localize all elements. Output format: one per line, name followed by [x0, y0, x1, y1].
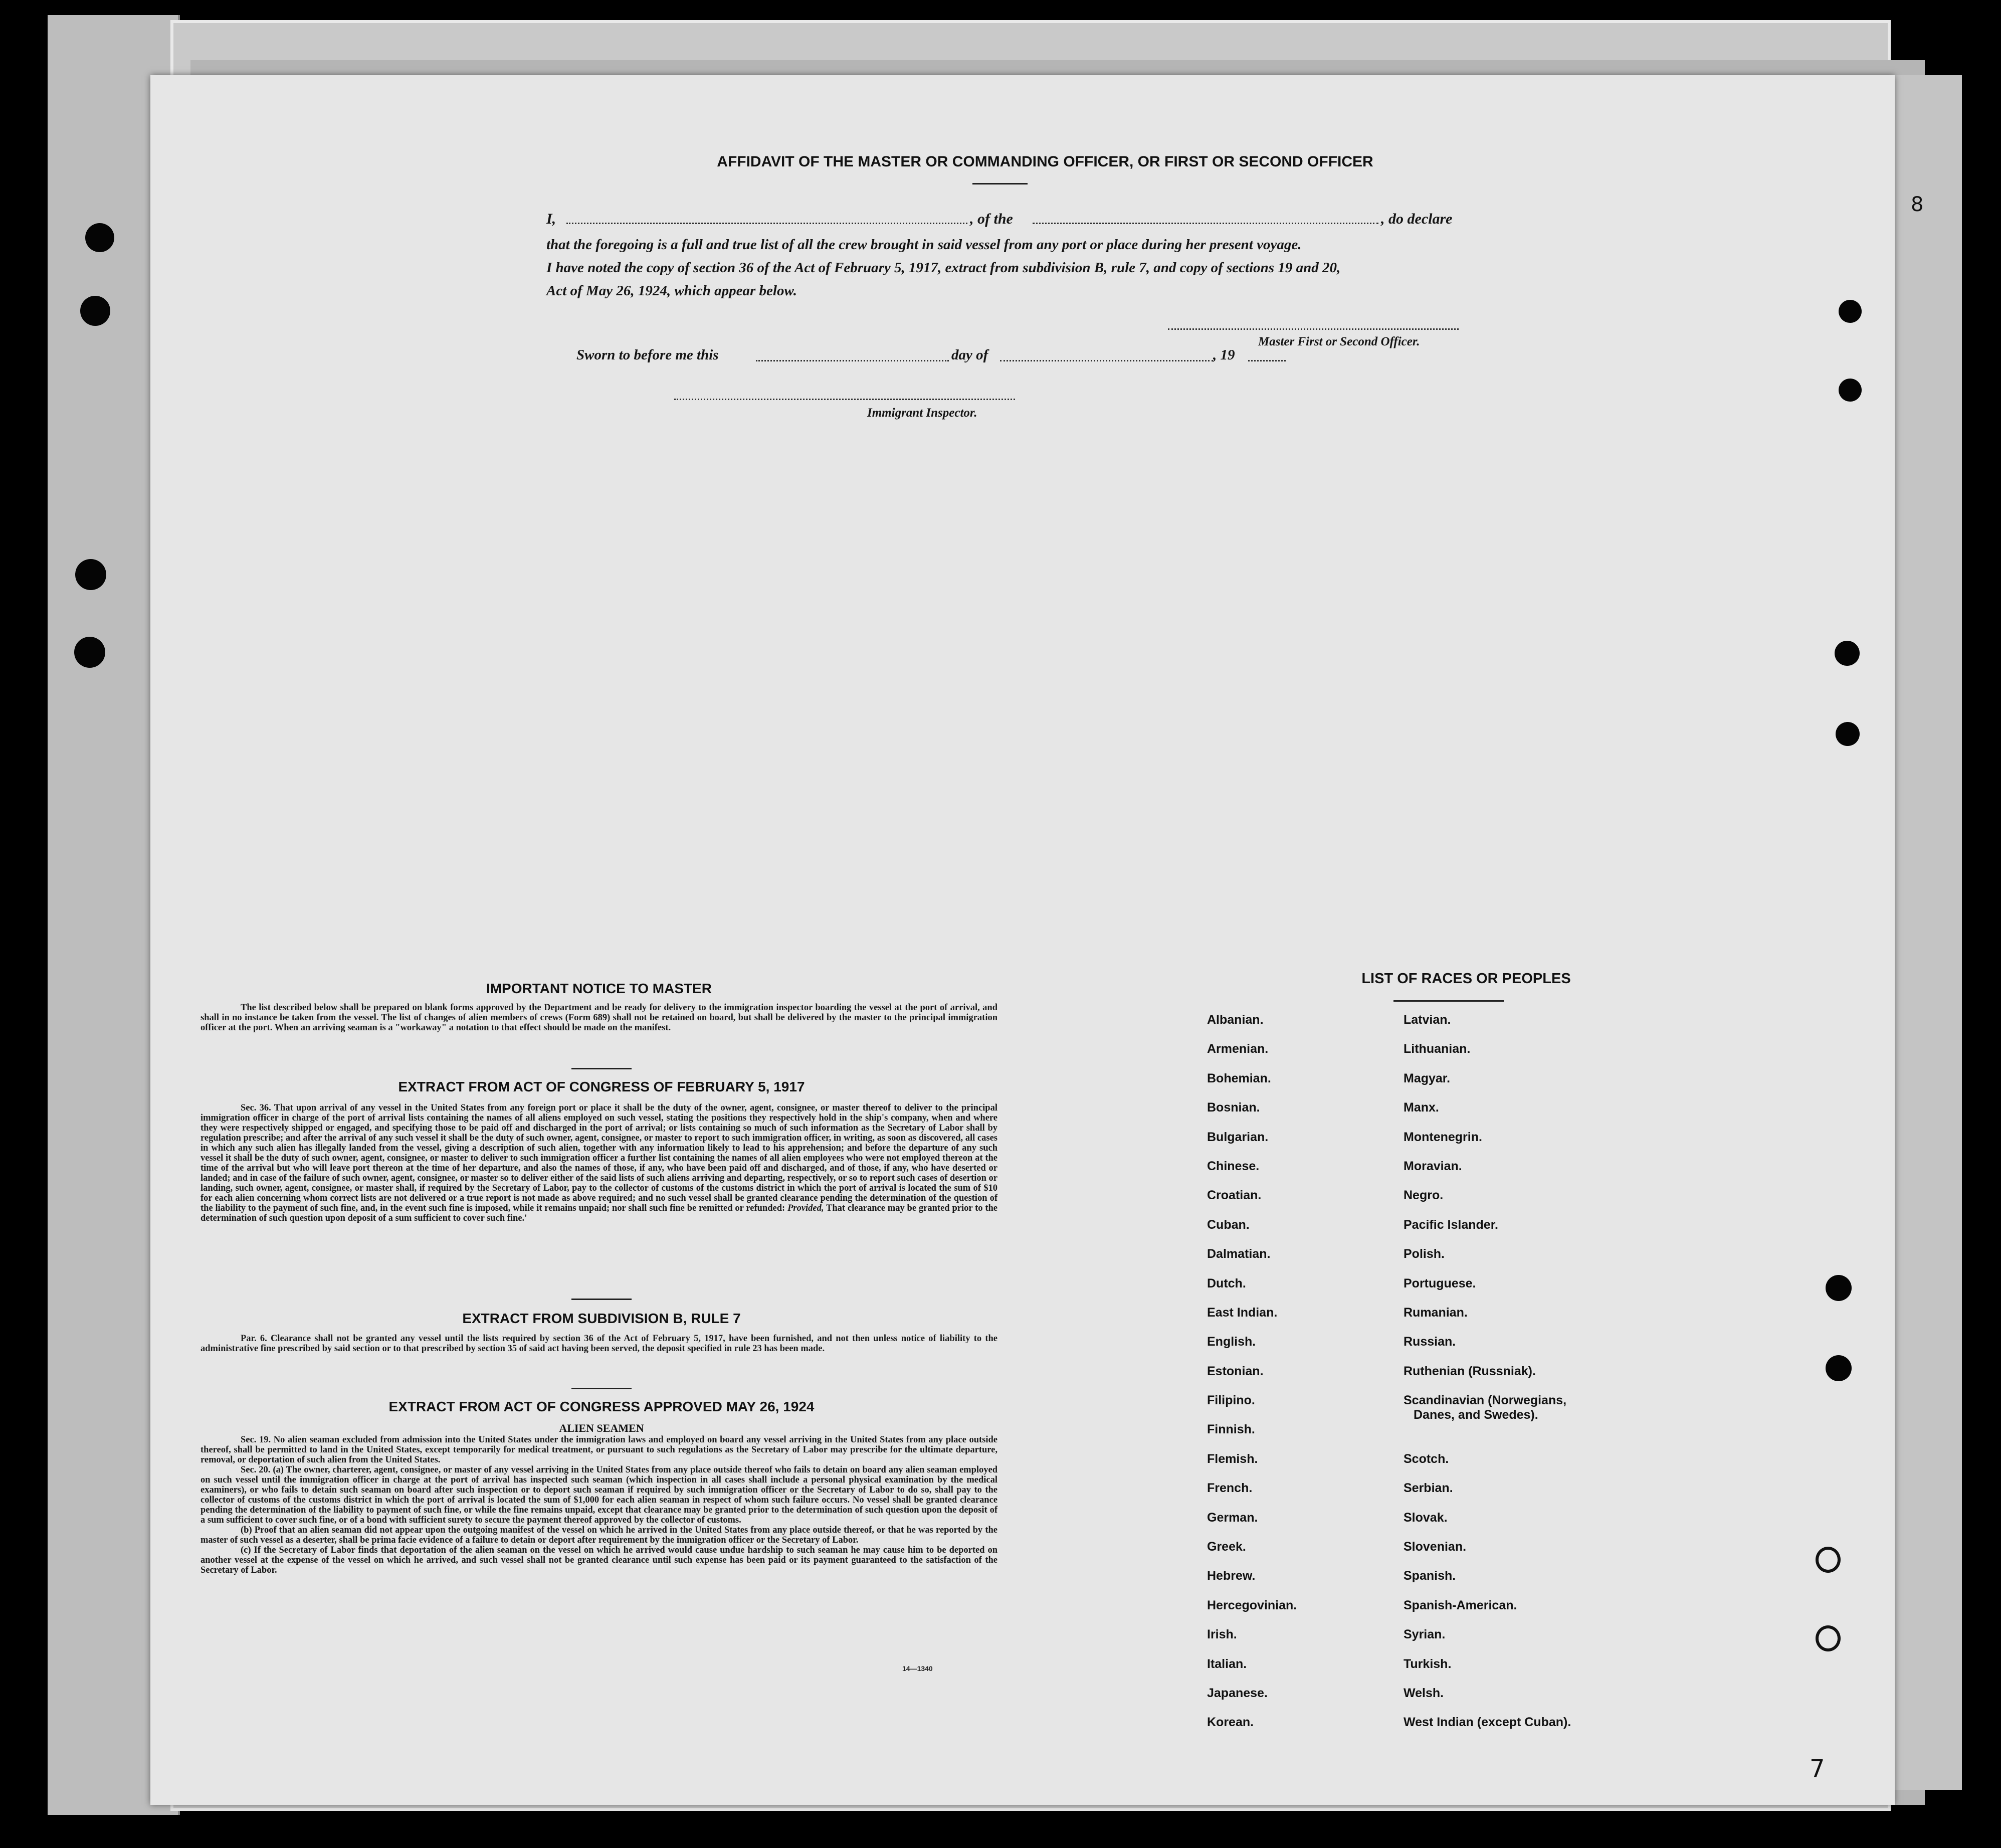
race-item: Dalmatian.	[1207, 1247, 1271, 1261]
notice-divider	[571, 1068, 632, 1069]
sworn-day-field[interactable]	[756, 360, 949, 361]
race-item: Lithuanian.	[1404, 1042, 1471, 1056]
punch-hole	[1839, 300, 1862, 323]
races-divider	[1393, 1000, 1504, 1002]
extract-1917-text	[201, 1103, 997, 1223]
race-item: Slovenian.	[1404, 1540, 1467, 1554]
punch-hole	[1826, 1355, 1852, 1381]
binder-hole	[80, 296, 110, 326]
race-item: Portuguese.	[1404, 1276, 1476, 1290]
proviso-body: That clearance may be granted prior to the determination of such question upon deposit of a sum sufficient to cover such fine.'	[201, 1203, 998, 1223]
race-item: Hebrew.	[1207, 1569, 1256, 1583]
punch-hole-reinforced	[1816, 1547, 1841, 1573]
declaration-line-1	[546, 211, 1674, 233]
punch-hole	[1839, 379, 1862, 402]
proviso-word: Provided,	[787, 1203, 824, 1213]
race-item: Russian.	[1404, 1335, 1456, 1349]
race-item: Polish.	[1404, 1247, 1445, 1261]
race-item: Dutch.	[1207, 1276, 1246, 1290]
declare-label: , do declare	[1381, 211, 1453, 227]
race-item: Ruthenian (Russniak).	[1404, 1364, 1536, 1378]
races-left-column	[1207, 1013, 1297, 1745]
extract-rule7-divider	[571, 1388, 632, 1389]
declaration-line-4: Act of May 26, 1924, which appear below.	[546, 283, 797, 299]
race-item: Moravian.	[1404, 1159, 1462, 1173]
race-item: Syrian.	[1404, 1627, 1446, 1642]
race-item: Italian.	[1207, 1656, 1247, 1671]
master-signature-caption: Master First or Second Officer.	[1258, 335, 1420, 348]
race-item: East Indian.	[1207, 1305, 1278, 1320]
year-label: , 19	[1213, 347, 1235, 363]
race-item: Hercegovinian.	[1207, 1598, 1297, 1612]
race-item: Greek.	[1207, 1540, 1246, 1554]
extract-1924-title: EXTRACT FROM ACT OF CONGRESS APPROVED MAY 26, 1924	[388, 1399, 815, 1414]
race-item: German.	[1207, 1510, 1258, 1525]
master-signature-field[interactable]	[1168, 328, 1459, 330]
vessel-of-label: , of the	[970, 211, 1013, 227]
inspector-signature-field[interactable]	[674, 399, 1015, 400]
race-item: Albanian.	[1207, 1013, 1264, 1027]
handwritten-mark: 7	[1810, 1755, 1825, 1783]
race-item: Cuban.	[1207, 1217, 1250, 1232]
section-20a-text: Sec. 20. (a) The owner, charterer, agent, consignee, or master of any vessel arriving in the United States from any place outside thereof who fails to detain on board any alien seaman employed on such vessel until the immigration officer in charge at the port of arrival has inspected such seaman (which inspection in all cases shall include a personal physical examination by the medical examiners), or who fails to detain such seaman on board after such inspection or to deport such seaman if required by such immigration officer or the Secretary of Labor to do so, shall pay to the collector of customs of the customs district in which the port of arrival is located the sum of $1,000 for each alien seaman in respect of whom such failure occurs. No vessel shall be granted clearance pending the determination of the liability to payment of such fine, or while the fine remains unpaid, except that clearance may be granted prior to the determination of such question upon the deposit of a sum sufficient to cover such fine, or of a bond with sufficient surety to secure the payment thereof approved by the collector of customs.	[201, 1465, 997, 1525]
binder-hole	[74, 637, 105, 668]
race-item: Negro.	[1404, 1188, 1444, 1203]
binder-hole	[75, 559, 106, 590]
inspector-caption: Immigrant Inspector.	[867, 406, 977, 420]
form-number: 14—1340	[902, 1665, 933, 1673]
section-20c-text: (c) If the Secretary of Labor finds that deportation of the alien seaman on the vessel on which he arrived would cause undue hardship to such seaman he may cause him to be deported on another vessel at the expense of the vessel on which he arrived, and such vessel shall not be granted clearance until such expense has been paid or its payment guaranteed to the satisfaction of the Secretary of Labor.	[201, 1545, 997, 1575]
race-item: Chinese.	[1207, 1159, 1260, 1173]
race-item: Armenian.	[1207, 1042, 1269, 1056]
section-36-lead: Sec. 36.	[241, 1103, 271, 1113]
races-title: LIST OF RACES OR PEOPLES	[1361, 971, 1571, 987]
race-item: English.	[1207, 1335, 1256, 1349]
bleed-through-text	[1604, 135, 1614, 154]
extract-rule7-text: Par. 6. Clearance shall not be granted any vessel until the lists required by section 36 of the Act of February 5, 1917, have been furnished, and not then unless notice of liability to the administrative fine prescribed by said section or to that prescribed by section 35 of said act having been served, the deposit specified in rule 23 has been made.	[201, 1334, 997, 1354]
race-item: Finnish.	[1207, 1422, 1255, 1437]
race-item: Estonian.	[1207, 1364, 1264, 1378]
handwritten-mark: 8	[1911, 193, 1924, 216]
race-item: Montenegrin.	[1404, 1130, 1482, 1144]
extract-1917-title: EXTRACT FROM ACT OF CONGRESS OF FEBRUARY 5, 1917	[398, 1079, 805, 1094]
manifest-back-page	[150, 75, 1895, 1805]
punch-hole	[1836, 722, 1860, 746]
sworn-month-field[interactable]	[1000, 360, 1213, 361]
extract-rule7-title: EXTRACT FROM SUBDIVISION B, RULE 7	[462, 1311, 741, 1326]
races-right-column	[1404, 1013, 1571, 1745]
declarant-prefix: I,	[546, 211, 556, 227]
declarant-name-field[interactable]	[566, 223, 967, 224]
punch-hole-reinforced	[1816, 1625, 1841, 1651]
race-item: Filipino.	[1207, 1393, 1255, 1408]
race-item: Japanese.	[1207, 1686, 1268, 1700]
sworn-year-field[interactable]	[1248, 360, 1286, 361]
declaration-line-2: that the foregoing is a full and true list of all the crew brought in said vessel from any port or place during her present voyage.	[546, 237, 1302, 253]
title-divider	[972, 183, 1028, 184]
race-item: Scandinavian (Norwegians, Danes, and Swedes).	[1404, 1393, 1567, 1422]
notice-title: IMPORTANT NOTICE TO MASTER	[486, 981, 712, 996]
vessel-name-field[interactable]	[1033, 223, 1378, 224]
section-20b-text: (b) Proof that an alien seaman did not appear upon the outgoing manifest of the vessel on which he arrived in the United States from any place outside thereof, or that he was reported by the master of such vessel as a deserter, shall be prima facie evidence of a failure to detain or deport after requirement by the immigration officer or the Secretary of Labor.	[201, 1525, 997, 1545]
sworn-line	[576, 347, 1479, 369]
race-item: Spanish-American.	[1404, 1598, 1517, 1612]
race-item: Serbian.	[1404, 1481, 1453, 1496]
race-item: Korean.	[1207, 1715, 1254, 1730]
notice-text: The list described below shall be prepared on blank forms approved by the Department and be ready for delivery to the immigration inspector boarding the vessel at the port of arrival, and shall in no instance be taken from the vessel. The list of changes of alien members of crews (Form 689) shall not be retained on board, but shall be delivered by the master to the principal immigration officer at the port. When an arriving seaman is a "workaway" a notation to that effect should be made on the manifest.	[201, 1003, 997, 1033]
sworn-label: Sworn to before me this	[576, 347, 719, 363]
race-item: Slovak.	[1404, 1510, 1448, 1525]
binder-hole	[85, 223, 114, 252]
alien-seamen-subtitle: ALIEN SEAMEN	[559, 1422, 644, 1434]
extract-1917-divider	[571, 1299, 632, 1300]
race-item: Latvian.	[1404, 1013, 1451, 1027]
race-item: Irish.	[1207, 1627, 1237, 1642]
race-item: Turkish.	[1404, 1656, 1452, 1671]
race-item: Flemish.	[1207, 1451, 1258, 1466]
race-item: Welsh.	[1404, 1686, 1444, 1700]
underlying-page-strip-right	[1885, 75, 1962, 1790]
affidavit-title: AFFIDAVIT OF THE MASTER OR COMMANDING OFFICER, OR FIRST OR SECOND OFFICER	[717, 153, 1373, 170]
race-item: Bulgarian.	[1207, 1130, 1269, 1144]
punch-hole	[1826, 1275, 1852, 1301]
declaration-line-3: I have noted the copy of section 36 of the Act of February 5, 1917, extract from subdivision B, rule 7, and copy of sections 19 and 20,	[546, 260, 1341, 276]
extract-1924-text	[201, 1435, 997, 1575]
punch-hole	[1835, 641, 1860, 666]
race-item: Pacific Islander.	[1404, 1217, 1498, 1232]
race-item: Spanish.	[1404, 1569, 1456, 1583]
race-item: Magyar.	[1404, 1071, 1451, 1085]
race-item: Scotch.	[1404, 1451, 1449, 1466]
section-36-body: That upon arrival of any vessel in the United States from any foreign port or place it shall be the duty of the owner, agent, consignee, or master thereof to deliver to the principal immigration officer in charge of the port of arrival lists containing the names of all aliens employed on such vessel, stating the positions they respectively hold in the ship's company, when and where they were respectively shipped or engaged, and specifying those to be paid off and discharged in the port of arrival; or lists containing so much of such information as the Secretary of Labor shall by regulation prescribe; and after the arrival of any such vessel it shall be the duty of such owner, agent, consignee, or master to report to such immigration officer, in writing, as soon as discovered, all cases in which any such alien has illegally landed from the vessel, giving a description of such alien, together with any information likely to lead to his apprehension; and before the departure of any such vessel it shall be the duty of such owner, agent, consignee, or master to deliver to such immigration officer a further list containing the names of all alien employees who were not employed thereon at the time of the arrival but who will leave port thereon at the time of her departure, and also the names of those, if any, who have been paid off and discharged, and of those, if any, who have deserted or landed; and in case of the failure of such owner, agent, consignee, or master so to deliver either of the said lists of such aliens arriving and departing, respectively, or so to report such cases of desertion or landing, such owner, agent, consignee, or master shall, if required by the Secretary of Labor, pay to the collector of customs of the customs district in which the port of arrival is located the sum of $10 for each alien concerning whom correct lists are not delivered or a true report is not made as above required; and no such vessel shall be granted clearance pending the determination of the question of the liability to the payment of such fine, and, in the event such fine is imposed, while it remains unpaid; nor shall such fine be remitted or refunded:	[201, 1103, 997, 1213]
day-of-label: day of	[951, 347, 988, 363]
section-19-text: Sec. 19. No alien seaman excluded from admission into the United States under the immigration laws and employed on board any vessel arriving in the United States from any place outside thereof, shall be permitted to land in the United States, except temporarily for medical treatment, or pursuant to such regulations as the Secretary of Labor may prescribe for the ultimate departure, removal, or deportation of such alien from the United States.	[201, 1435, 997, 1465]
race-item: Croatian.	[1207, 1188, 1262, 1203]
race-item: Rumanian.	[1404, 1305, 1468, 1320]
race-item: Bohemian.	[1207, 1071, 1271, 1085]
race-item: Manx.	[1404, 1100, 1439, 1115]
race-item: Bosnian.	[1207, 1100, 1260, 1115]
race-item: French.	[1207, 1481, 1253, 1496]
race-item: West Indian (except Cuban).	[1404, 1715, 1571, 1730]
